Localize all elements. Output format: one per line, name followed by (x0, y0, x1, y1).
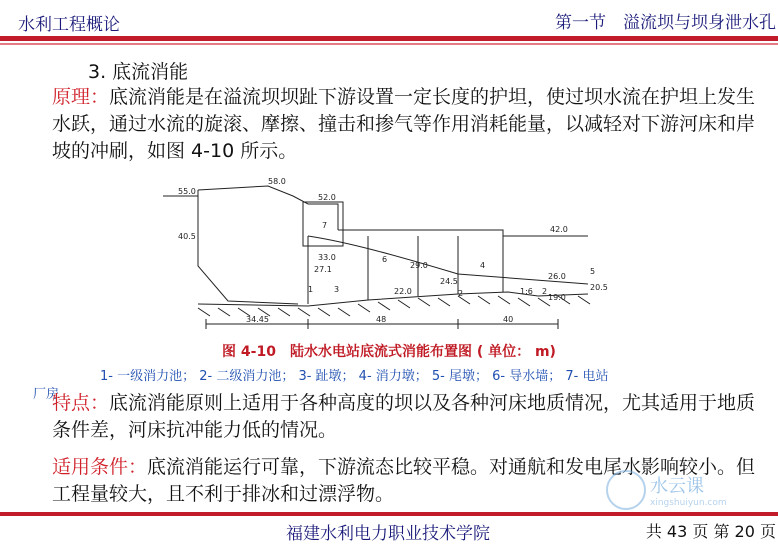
part-label: 4 (480, 261, 486, 270)
elevation-label: 33.0 (318, 253, 336, 262)
elevation-label: 40.5 (178, 232, 196, 241)
watermark-sub: xingshuiyun.com (650, 498, 727, 508)
ground-hatch (198, 296, 590, 316)
watermark (606, 470, 756, 516)
elevation-label: 58.0 (268, 177, 286, 186)
part-label: 1:6 (520, 287, 533, 296)
water-surface (163, 196, 588, 284)
watermark-logo-icon (606, 470, 646, 510)
part-label: 1 (308, 285, 314, 294)
figure-caption: 图 4-10 陆水水电站底流式消能布置图 ( 单位： m) (222, 344, 556, 360)
dimension-label: 34.45 (246, 315, 269, 324)
footer-bar (0, 512, 778, 516)
conditions-label: 适用条件： (52, 456, 148, 478)
section-title: 第一节 溢流坝与坝身泄水孔 (555, 13, 776, 33)
part-label: 7 (322, 221, 328, 230)
header-bar-thin (0, 43, 778, 45)
elevation-label: 22.0 (394, 287, 412, 296)
institution-name: 福建水利电力职业技术学院 (286, 524, 490, 544)
principle-text: 底流消能是在溢流坝坝趾下游设置一定长度的护坦，使过坝水流在护坦上发生水跃，通过水流的旋滚、摩擦、撞击和掺气等作用消耗能量，以减轻对下游河床和岸坡的冲刷，如图 4-10 所示。 (52, 86, 756, 162)
elevation-label: 42.0 (550, 225, 568, 234)
elevation-label: 29.0 (410, 261, 428, 270)
page-indicator: 共 43 页 第 20 页 (645, 522, 776, 541)
elevation-label: 20.5 (590, 283, 608, 292)
watermark-text: 水云课 (650, 476, 704, 497)
elevation-label: 19.0 (548, 293, 566, 302)
dam-body (198, 190, 298, 304)
figure-legend-cont: 厂房 (33, 387, 60, 402)
dimension-label: 40 (503, 315, 514, 324)
elevation-label: 24.5 (440, 277, 458, 286)
header-bar (0, 36, 778, 41)
elevation-label: 26.0 (548, 272, 566, 281)
part-label: 5 (590, 267, 596, 276)
part-label: 3 (334, 285, 340, 294)
part-label: 2 (458, 289, 464, 298)
elevation-label: 55.0 (178, 187, 196, 196)
dam-crest (198, 186, 338, 230)
section-heading: 3. 底流消能 (88, 61, 189, 83)
course-title: 水利工程概论 (18, 15, 120, 35)
principle-paragraph (52, 84, 767, 165)
conditions-text: 底流消能运行可靠，下游流态比较平稳。对通航和发电尾水影响较小。但工程量较大，且不利于排冰和过漂浮物。 (52, 456, 756, 505)
part-label: 2 (542, 287, 548, 296)
elevation-label: 27.1 (314, 265, 332, 274)
elevation-label: 52.0 (318, 193, 336, 202)
features-label: 特点： (52, 392, 110, 414)
features-text: 底流消能原则上适用于各种高度的坝以及各种河床地质情况，尤其适用于地质条件差，河床抗冲能力低的情况。 (52, 392, 756, 441)
principle-label: 原理： (52, 86, 110, 108)
part-label: 6 (382, 255, 388, 264)
stilling-basin-diagram (158, 176, 618, 334)
dimension-label: 48 (376, 315, 387, 324)
features-paragraph (52, 390, 767, 444)
figure-legend: 1- 一级消力池； 2- 二级消力池； 3- 趾墩； 4- 消力墩； 5- 尾墩； 6- 导水墙； 7- 电站 (100, 369, 609, 384)
